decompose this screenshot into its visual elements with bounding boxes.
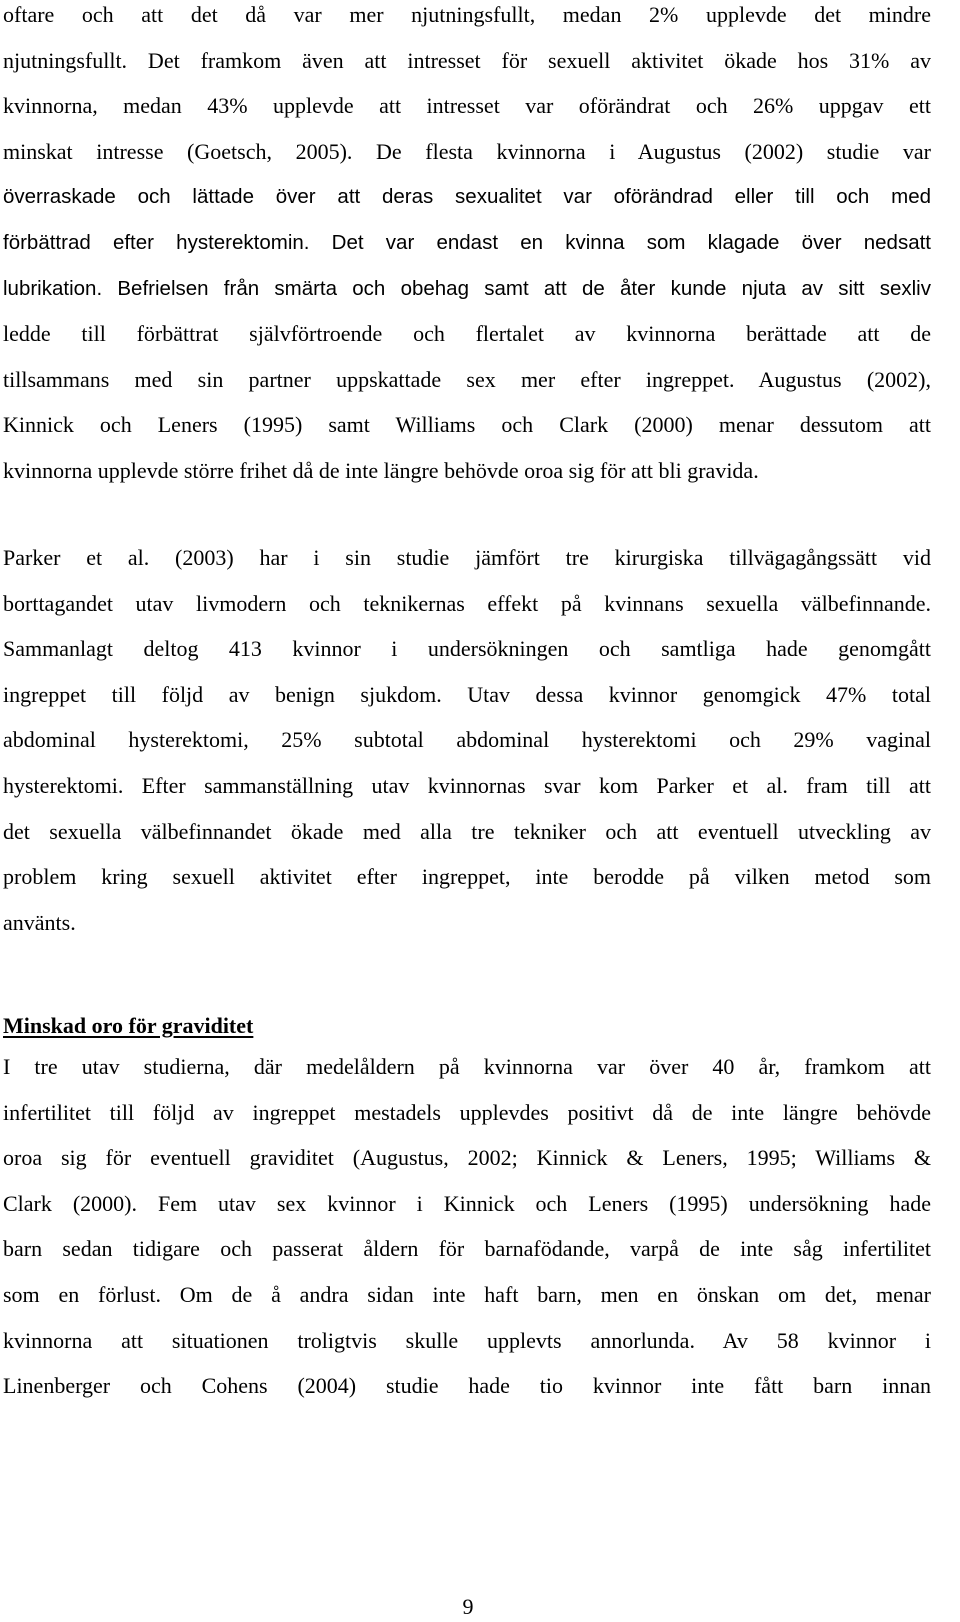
text-line: Sammanlagt deltog 413 kvinnor i undersökningen och samtliga hade genomgått — [3, 636, 931, 662]
text-line: infertilitet till följd av ingreppet mestadels upplevdes positivt då de inte längre behövde — [3, 1099, 931, 1125]
text-line: Kinnick och Leners (1995) samt Williams och Clark (2000) menar dessutom att — [3, 412, 931, 438]
text-line: använts. — [3, 909, 76, 935]
text-line: problem kring sexuell aktivitet efter ingreppet, inte berodde på vilken metod som — [3, 864, 931, 890]
text-line: överraskade och lättade över att deras sexualitet var oförändrad eller till och med — [3, 185, 931, 209]
text-line: lubrikation. Befrielsen från smärta och obehag samt att de åter kunde njuta av sitt sexliv — [3, 276, 931, 300]
text-line: kvinnorna att situationen troligtvis skulle upplevts annorlunda. Av 58 kvinnor i — [3, 1327, 931, 1353]
text-line: I tre utav studierna, där medelåldern på kvinnorna var över 40 år, framkom att — [3, 1054, 931, 1079]
text-line: Linenberger och Cohens (2004) studie hade tio kvinnor inte fått barn innan — [3, 1373, 931, 1399]
text-line: oftare och att det då var mer njutningsfullt, medan 2% upplevde det mindre — [3, 2, 931, 27]
text-line: kvinnorna, medan 43% upplevde att intresset var oförändrat och 26% uppgav ett — [3, 93, 931, 119]
text-line: barn sedan tidigare och passerat åldern för barnafödande, varpå de inte såg infertilitet — [3, 1236, 931, 1262]
text-line: hysterektomi. Efter sammanställning utav kvinnornas svar kom Parker et al. fram till att — [3, 772, 931, 798]
text-line: tillsammans med sin partner uppskattade sex mer efter ingreppet. Augustus (2002), — [3, 366, 931, 392]
text-line: oroa sig för eventuell graviditet (Augustus, 2002; Kinnick & Leners, 1995; Williams & — [3, 1145, 931, 1171]
section-heading: Minskad oro för graviditet — [3, 1013, 254, 1038]
text-line: som en förlust. Om de å andra sidan inte haft barn, men en önskan om det, menar — [3, 1281, 931, 1307]
text-line: minskat intresse (Goetsch, 2005). De flesta kvinnorna i Augustus (2002) studie var — [3, 138, 931, 164]
text-line: Clark (2000). Fem utav sex kvinnor i Kinnick och Leners (1995) undersökning hade — [3, 1190, 931, 1216]
paragraph-sexual-outcomes — [3, 0, 931, 494]
text-line: det sexuella välbefinnandet ökade med alla tre tekniker och att eventuell utveckling av — [3, 818, 931, 844]
text-line: ingreppet till följd av benign sjukdom. Utav dessa kvinnor genomgick 47% total — [3, 681, 931, 707]
text-line: abdominal hysterektomi, 25% subtotal abdominal hysterektomi och 29% vaginal — [3, 727, 931, 753]
text-line: förbättrad efter hysterektomin. Det var endast en kvinna som klagade över nedsatt — [3, 230, 931, 254]
paragraph-pregnancy-worry — [3, 1044, 931, 1409]
page-number: 9 — [462, 1594, 474, 1619]
text-line: njutningsfullt. Det framkom även att intresset för sexuell aktivitet ökade hos 31% av — [3, 47, 931, 73]
text-line: ledde till förbättrat självförtroende och flertalet av kvinnorna berättade att de — [3, 321, 931, 347]
paragraph-parker-study — [3, 535, 931, 945]
text-line: borttagandet utav livmodern och teknikernas effekt på kvinnans sexuella välbefinnande. — [3, 590, 931, 616]
text-line: Parker et al. (2003) har i sin studie jämfört tre kirurgiska tillvägagångssätt vid — [3, 545, 931, 570]
text-line: kvinnorna upplevde större frihet då de inte längre behövde oroa sig för att bli gravida. — [3, 457, 759, 483]
